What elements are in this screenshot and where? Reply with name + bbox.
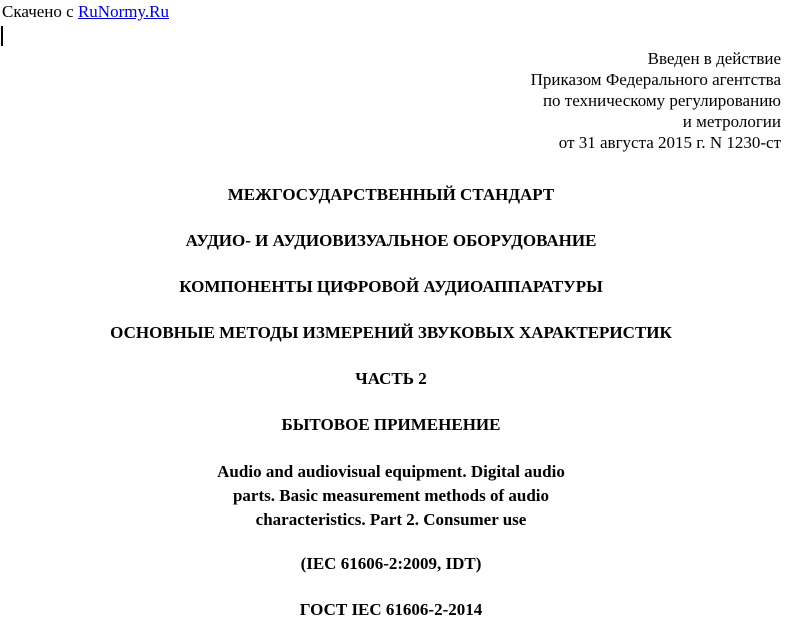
source-link[interactable]: RuNormy.Ru [77,2,169,21]
enactment-line: от 31 августа 2015 г. N 1230-ст [558,133,781,152]
standard-designation: ГОСТ IEC 61606-2-2014 [299,600,483,619]
enactment-line: Введен в действие [647,49,781,68]
enactment-line: по техническому регулированию [542,91,781,110]
title-line-3: ОСНОВНЫЕ МЕТОДЫ ИЗМЕРЕНИЙ ЗВУКОВЫХ ХАРАКТЕРИСТИК [110,323,672,342]
english-title-line: parts. Basic measurement methods of audio [232,486,550,505]
title-line-1: АУДИО- И АУДИОВИЗУАЛЬНОЕ ОБОРУДОВАНИЕ [185,231,597,250]
iec-reference: (IEC 61606-2:2009, IDT) [300,554,482,573]
text-cursor [1,26,3,46]
subtitle-heading: БЫТОВОЕ ПРИМЕНЕНИЕ [281,415,501,434]
title-line-2: КОМПОНЕНТЫ ЦИФРОВОЙ АУДИОАППАРАТУРЫ [179,277,603,296]
source-line [2,2,169,22]
source-prefix: Скачено с [2,2,78,21]
enactment-line: и метрологии [682,112,781,131]
english-title-line: Audio and audiovisual equipment. Digital audio [217,462,565,481]
english-title-line: characteristics. Part 2. Consumer use [255,510,527,529]
enactment-line: Приказом Федерального агентства [530,70,781,89]
enactment-block [531,48,781,153]
english-title [0,460,782,532]
standard-type-heading: МЕЖГОСУДАРСТВЕННЫЙ СТАНДАРТ [227,185,555,204]
part-heading: ЧАСТЬ 2 [355,369,427,388]
